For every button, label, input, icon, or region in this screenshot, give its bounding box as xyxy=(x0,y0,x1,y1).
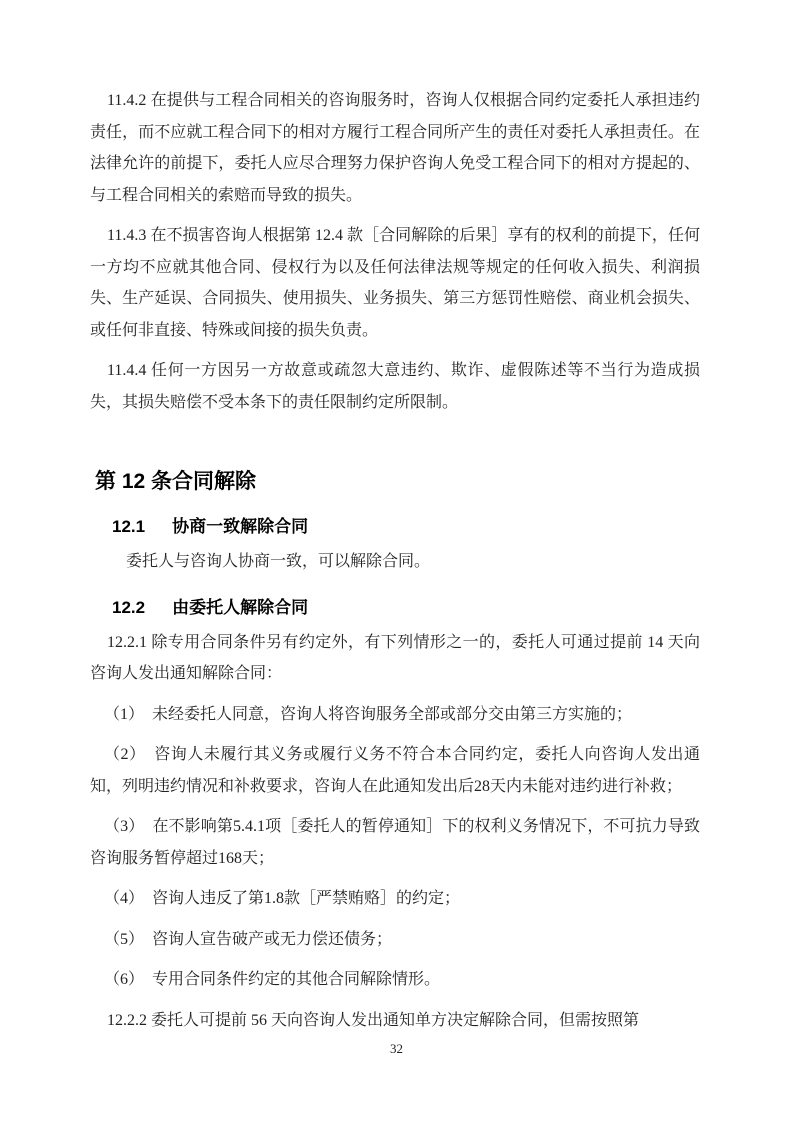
clause-12-2-heading xyxy=(90,595,700,621)
termination-item-5: （5） 咨询人宣告破产或无力偿还债务； xyxy=(104,930,393,948)
clause-12-2-number: 12.2 xyxy=(112,597,146,617)
clause-12-1-number: 12.1 xyxy=(112,517,146,536)
paragraph-11-4-4: 11.4.4 任何一方因另一方故意或疏忽大意违约、欺诈、虚假陈述等不当行为造成损失，其损失赔偿不受本条下的责任限制约定所限制。 xyxy=(90,362,700,411)
clause-12-2-title: 由委托人解除合同 xyxy=(172,597,309,617)
termination-item-2: （2） 咨询人未履行其义务或履行义务不符合本合同约定，委托人向咨询人发出通知，列明违约情况和补救要求，咨询人在此通知发出后28天内未能对违约进行补救； xyxy=(90,746,700,795)
termination-item-1: （1） 未经委托人同意，咨询人将咨询服务全部或部分交由第三方实施的； xyxy=(104,705,633,723)
termination-item-3: （3） 在不影响第5.4.1项［委托人的暂停通知］下的权利义务情况下，不可抗力导致咨询服务暂停超过168天； xyxy=(90,818,700,867)
paragraph-12-2-1: 12.2.1 除专用合同条件另有约定外，有下列情形之一的，委托人可通过提前 14 天向咨询人发出通知解除合同： xyxy=(90,633,700,682)
clause-12-1-heading xyxy=(90,514,700,540)
paragraph-11-4-2: 11.4.2 在提供与工程合同相关的咨询服务时，咨询人仅根据合同约定委托人承担违约责任，而不应就工程合同下的相对方履行工程合同所产生的责任对委托人承担责任。在法律允许的前提下，委托人应尽合理努力保护咨询人免受工程合同下的相对方提起的、与工程合同相关的索赔而导致的损失。 xyxy=(90,92,700,204)
paragraph-11-4-3: 11.4.3 在不损害咨询人根据第 12.4 款［合同解除的后果］享有的权利的前提下，任何一方均不应就其他合同、侵权行为以及任何法律法规等规定的任何收入损失、利润损失、生产延误、合同损失、使用损失、业务损失、第三方惩罚性赔偿、商业机会损失、或任何非直接、特殊或间接的损失负责。 xyxy=(90,227,700,339)
termination-item-4: （4） 咨询人违反了第1.8款［严禁贿赂］的约定； xyxy=(104,890,461,907)
paragraph-12-2-2: 12.2.2 委托人可提前 56 天向咨询人发出通知单方决定解除合同，但需按照第 xyxy=(107,1011,640,1029)
clause-12-heading: 第 12 条合同解除 xyxy=(95,470,257,493)
paragraph-12-1-body: 委托人与咨询人协商一致，可以解除合同。 xyxy=(126,553,431,570)
clause-12-1-title: 协商一致解除合同 xyxy=(172,517,309,536)
page-number: 32 xyxy=(390,1041,403,1056)
termination-item-6: （6） 专用合同条件约定的其他合同解除情形。 xyxy=(104,971,441,988)
